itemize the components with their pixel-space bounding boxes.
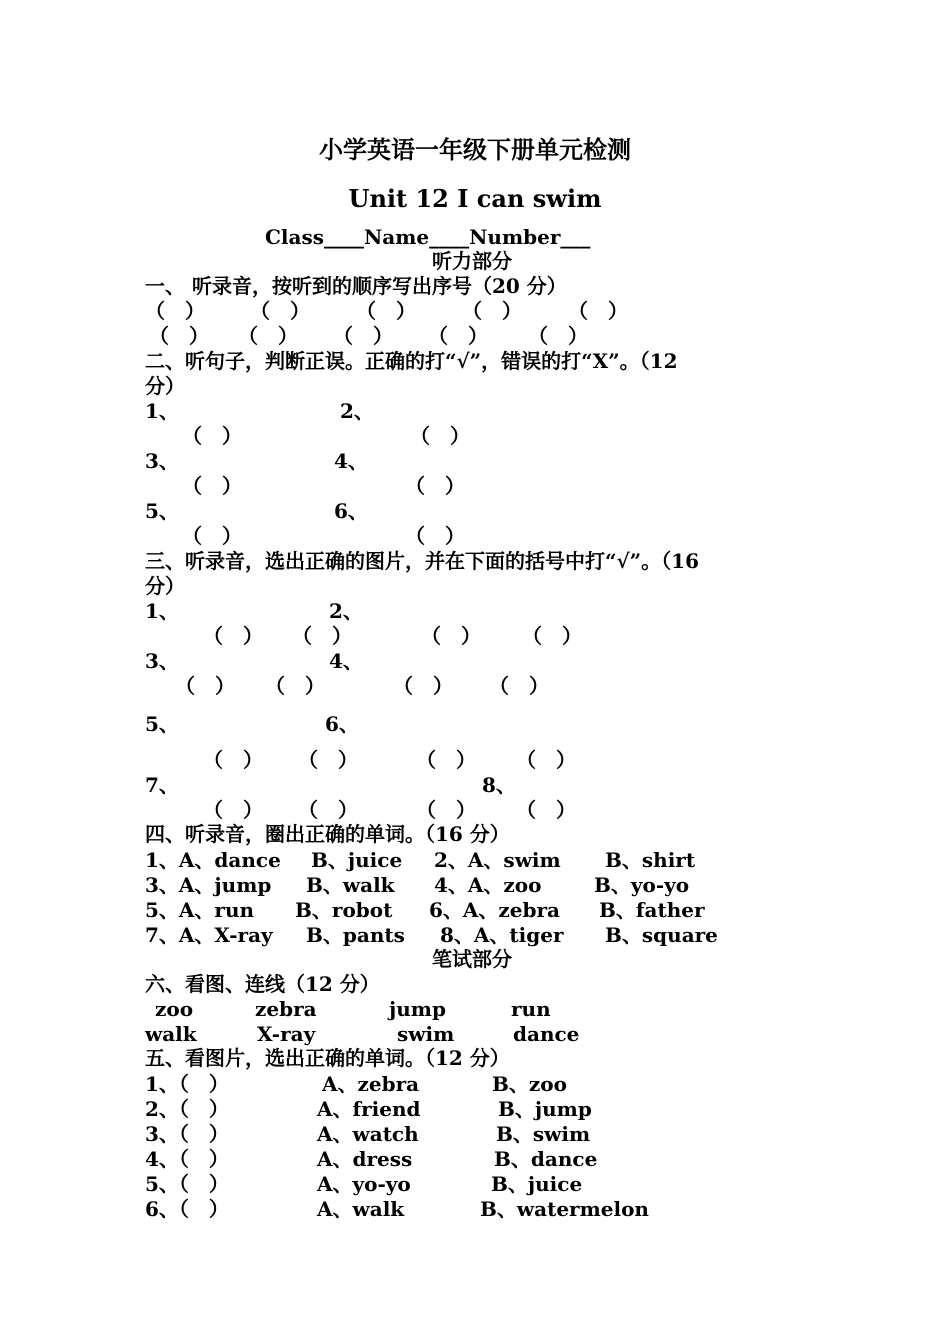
match-word: walk [145,1022,197,1046]
answer-bracket: （ ） [405,524,465,548]
answer-bracket: （ ） [416,748,476,772]
section6-heading: 六、看图、连线（12 分） [145,972,380,996]
option-a: A、friend [317,1097,421,1121]
answer-bracket: （ ） [462,299,522,323]
option-b: B、zoo [492,1072,567,1096]
option-a: A、watch [317,1122,419,1146]
item-number: 3、 [145,449,179,473]
section2-heading: 二、听句子，判断正误。正确的打“√”，错误的打“X”。（12 [145,349,678,373]
option-a: A、walk [317,1197,405,1221]
listening-section-header: 听力部分 [432,249,512,273]
item-number: 5、 [145,499,179,523]
word-choice: 2、A、swim [434,848,561,872]
question-number: 2、（ ） [145,1097,229,1121]
answer-bracket: （ ） [421,624,481,648]
item-number: 2、 [340,399,374,423]
word-choice: B、pants [306,923,405,947]
word-choice: B、walk [306,873,395,897]
answer-bracket: （ ） [298,798,358,822]
match-word: swim [397,1022,455,1046]
word-choice: 6、A、zebra [429,898,560,922]
item-number: 7、 [145,773,179,797]
answer-bracket: （ ） [416,798,476,822]
item-number: 1、 [145,399,179,423]
item-number: 4、 [329,649,363,673]
match-word: zoo [155,997,194,1021]
option-b: B、jump [498,1097,592,1121]
answer-bracket: （ ） [298,748,358,772]
option-a: A、yo-yo [317,1172,411,1196]
answer-bracket: （ ） [182,424,242,448]
question-number: 5、（ ） [145,1172,229,1196]
word-choice: 5、A、run [145,898,255,922]
answer-bracket: （ ） [182,474,242,498]
section3-heading-cont: 分） [145,574,185,598]
section5-heading: 五、看图片，选出正确的单词。（12 分） [145,1046,510,1070]
option-a: A、dress [317,1147,413,1171]
answer-bracket: （ ） [203,624,263,648]
option-b: B、swim [496,1122,591,1146]
section4-heading: 四、听录音，圈出正确的单词。（16 分） [145,822,510,846]
answer-bracket: （ ） [203,798,263,822]
answer-bracket: （ ） [292,624,352,648]
student-info-line: Class____Name____Number___ [265,225,591,249]
item-number: 3、 [145,649,179,673]
written-section-header: 笔试部分 [432,947,512,971]
answer-bracket: （ ） [522,624,582,648]
answer-bracket: （ ） [145,299,205,323]
word-choice: 1、A、dance [145,848,281,872]
word-choice: B、father [599,898,705,922]
answer-bracket: （ ） [356,299,416,323]
answer-bracket: （ ） [528,324,588,348]
word-choice: B、square [605,923,718,947]
question-number: 4、（ ） [145,1147,229,1171]
answer-bracket: （ ） [516,798,576,822]
answer-bracket: （ ） [568,299,628,323]
word-choice: B、robot [295,898,393,922]
unit-title: Unit 12 I can swim [348,184,602,213]
answer-bracket: （ ） [489,674,549,698]
question-number: 6、（ ） [145,1197,229,1221]
item-number: 6、 [334,499,368,523]
item-number: 8、 [482,773,516,797]
word-choice: 8、A、tiger [440,923,564,947]
page-title: 小学英语一年级下册单元检测 [319,135,631,164]
match-word: dance [513,1022,580,1046]
match-word: run [511,997,551,1021]
word-choice: B、yo-yo [594,873,690,897]
match-word: jump [389,997,446,1021]
item-number: 4、 [334,449,368,473]
answer-bracket: （ ） [238,324,298,348]
section2-heading-cont: 分） [145,374,185,398]
option-b: B、dance [494,1147,598,1171]
match-word: zebra [255,997,317,1021]
word-choice: 3、A、jump [145,873,272,897]
option-b: B、juice [491,1172,583,1196]
answer-bracket: （ ） [428,324,488,348]
item-number: 6、 [325,712,359,736]
option-a: A、zebra [322,1072,420,1096]
answer-bracket: （ ） [149,324,209,348]
answer-bracket: （ ） [175,674,235,698]
item-number: 5、 [145,712,179,736]
word-choice: 4、A、zoo [434,873,542,897]
answer-bracket: （ ） [405,474,465,498]
word-choice: B、shirt [605,848,696,872]
answer-bracket: （ ） [516,748,576,772]
answer-bracket: （ ） [250,299,310,323]
section1-heading: 一、 听录音，按听到的顺序写出序号（20 分） [145,274,567,298]
item-number: 1、 [145,599,179,623]
question-number: 1、（ ） [145,1072,229,1096]
word-choice: B、juice [311,848,403,872]
answer-bracket: （ ） [410,424,470,448]
question-number: 3、（ ） [145,1122,229,1146]
match-word: X-ray [257,1022,316,1046]
answer-bracket: （ ） [265,674,325,698]
option-b: B、watermelon [480,1197,649,1221]
section3-heading: 三、听录音，选出正确的图片，并在下面的括号中打“√”。（16 [145,549,699,573]
word-choice: 7、A、X-ray [145,923,273,947]
item-number: 2、 [329,599,363,623]
answer-bracket: （ ） [333,324,393,348]
answer-bracket: （ ） [203,748,263,772]
answer-bracket: （ ） [393,674,453,698]
answer-bracket: （ ） [182,524,242,548]
